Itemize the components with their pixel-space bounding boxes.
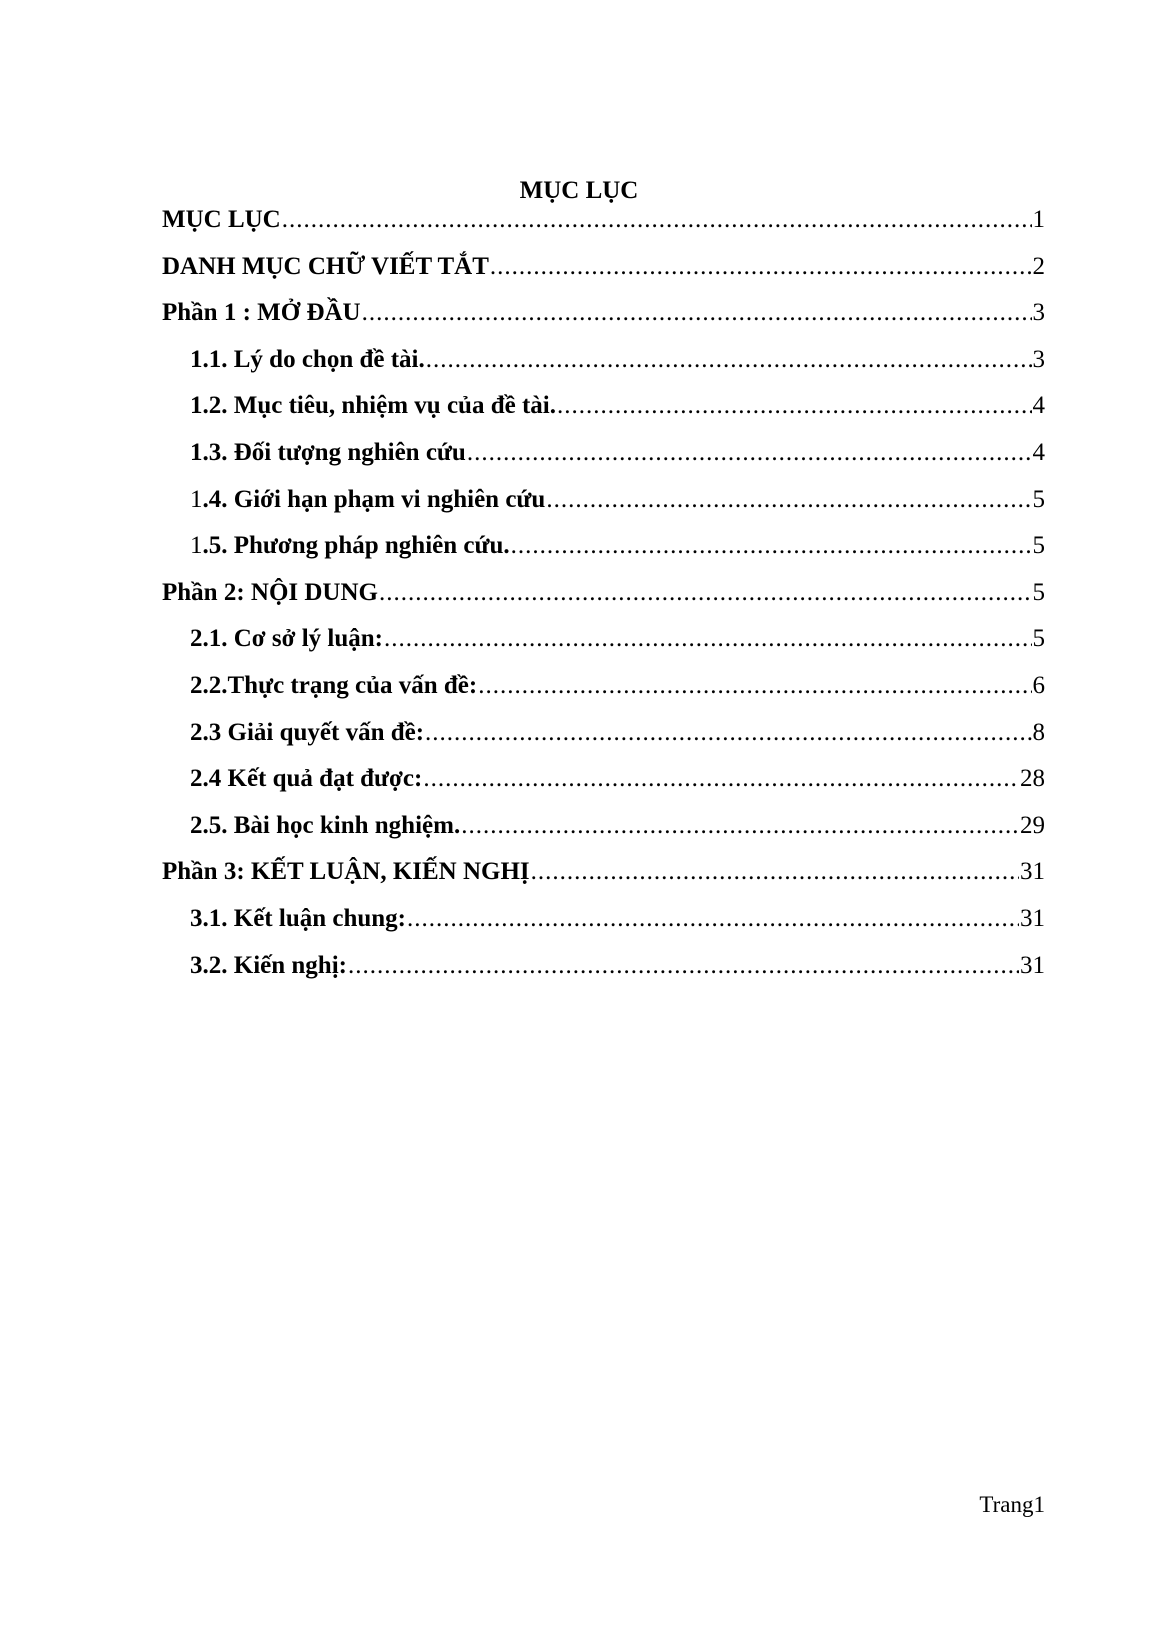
toc-entry-page: 3 xyxy=(1032,299,1045,327)
toc-entry-page: 5 xyxy=(1032,578,1045,606)
toc-entry-page: 8 xyxy=(1032,718,1045,746)
table-of-contents xyxy=(162,203,1045,995)
toc-dot-leader xyxy=(531,855,1019,889)
toc-dot-leader xyxy=(379,576,1032,610)
toc-entry-page: 6 xyxy=(1032,671,1045,699)
toc-dot-leader xyxy=(490,250,1032,284)
toc-dot-leader xyxy=(557,389,1032,423)
toc-entry-label: 2.4 Kết quả đạt được: xyxy=(190,765,423,793)
toc-entry-page: 28 xyxy=(1020,765,1045,793)
toc-entry-label: 2.5. Bài học kinh nghiệm. xyxy=(190,811,461,839)
toc-entry-label: DANH MỤC CHỮ VIẾT TẮT xyxy=(162,252,489,280)
toc-entry-label-lead: 1 xyxy=(190,532,203,560)
toc-entry-label-rest: .5. Phương pháp nghiên cứu. xyxy=(202,532,510,560)
toc-entry-label: MỤC LỤC xyxy=(162,206,281,233)
footer-page-number: Trang1 xyxy=(979,1492,1045,1517)
toc-entry-label-lead: 1 xyxy=(190,485,203,513)
toc-entry-page: 5 xyxy=(1032,485,1045,513)
toc-entry-phan-2[interactable] xyxy=(162,576,1045,623)
toc-entry-phan-1[interactable] xyxy=(162,296,1045,343)
toc-dot-leader xyxy=(426,343,1032,377)
toc-entry-page: 4 xyxy=(1032,392,1045,420)
toc-dot-leader xyxy=(423,762,1019,796)
toc-entry-page: 3 xyxy=(1032,345,1045,373)
toc-entry-label-rest: .4. Giới hạn phạm vi nghiên cứu xyxy=(202,485,546,513)
toc-dot-leader xyxy=(546,483,1031,517)
toc-entry-1-2[interactable] xyxy=(162,389,1045,436)
toc-entry-muc-luc[interactable] xyxy=(162,203,1045,250)
toc-entry-2-1[interactable] xyxy=(162,622,1045,669)
toc-entry-page: 31 xyxy=(1020,951,1045,979)
toc-entry-danh-muc[interactable] xyxy=(162,250,1045,297)
toc-entry-1-3[interactable] xyxy=(162,436,1045,483)
toc-entry-label: 3.2. Kiến nghị: xyxy=(190,951,347,979)
toc-dot-leader xyxy=(425,716,1031,750)
toc-entry-2-2[interactable] xyxy=(162,669,1045,716)
toc-entry-label: 1.2. Mục tiêu, nhiệm vụ của đề tài. xyxy=(190,392,556,420)
toc-entry-phan-3[interactable] xyxy=(162,855,1045,902)
toc-entry-page: 31 xyxy=(1020,858,1045,886)
toc-entry-label: Phần 1 : MỞ ĐẦU xyxy=(162,299,361,327)
toc-entry-3-2[interactable] xyxy=(162,949,1045,996)
toc-entry-label: 2.2.Thực trạng của vấn đề: xyxy=(190,671,478,699)
toc-entry-label: Phần 3: KẾT LUẬN, KIẾN NGHỊ xyxy=(162,858,530,886)
toc-dot-leader xyxy=(478,669,1031,703)
toc-dot-leader xyxy=(282,203,1032,237)
toc-dot-leader xyxy=(461,809,1019,843)
toc-dot-leader xyxy=(511,529,1032,563)
toc-entry-page: 4 xyxy=(1032,438,1045,466)
toc-entry-page: 1 xyxy=(1032,206,1045,233)
toc-entry-label: Phần 2: NỘI DUNG xyxy=(162,578,378,606)
toc-entry-label: 2.1. Cơ sở lý luận: xyxy=(190,625,383,653)
toc-entry-page: 31 xyxy=(1020,904,1045,932)
toc-entry-label: 1.3. Đối tượng nghiên cứu xyxy=(190,438,466,466)
toc-entry-label xyxy=(190,529,510,563)
toc-entry-1-4[interactable] xyxy=(162,483,1045,530)
toc-dot-leader xyxy=(467,436,1032,470)
page-title: MỤC LỤC xyxy=(519,177,639,204)
toc-entry-2-4[interactable] xyxy=(162,762,1045,809)
toc-entry-page: 2 xyxy=(1032,252,1045,280)
toc-entry-3-1[interactable] xyxy=(162,902,1045,949)
toc-entry-label: 2.3 Giải quyết vấn đề: xyxy=(190,718,425,746)
toc-dot-leader xyxy=(362,296,1032,330)
toc-entry-label: 1.1. Lý do chọn đề tài. xyxy=(190,345,425,373)
toc-entry-1-1[interactable] xyxy=(162,343,1045,390)
toc-dot-leader xyxy=(407,902,1019,936)
toc-entry-label xyxy=(190,483,545,517)
toc-entry-label: 3.1. Kết luận chung: xyxy=(190,904,407,932)
toc-dot-leader xyxy=(384,622,1032,656)
toc-entry-page: 5 xyxy=(1032,625,1045,653)
toc-dot-leader xyxy=(348,949,1019,983)
toc-entry-page: 29 xyxy=(1020,811,1045,839)
toc-entry-1-5[interactable] xyxy=(162,529,1045,576)
toc-entry-page: 5 xyxy=(1032,532,1045,560)
toc-entry-2-5[interactable] xyxy=(162,809,1045,856)
toc-entry-2-3[interactable] xyxy=(162,716,1045,763)
